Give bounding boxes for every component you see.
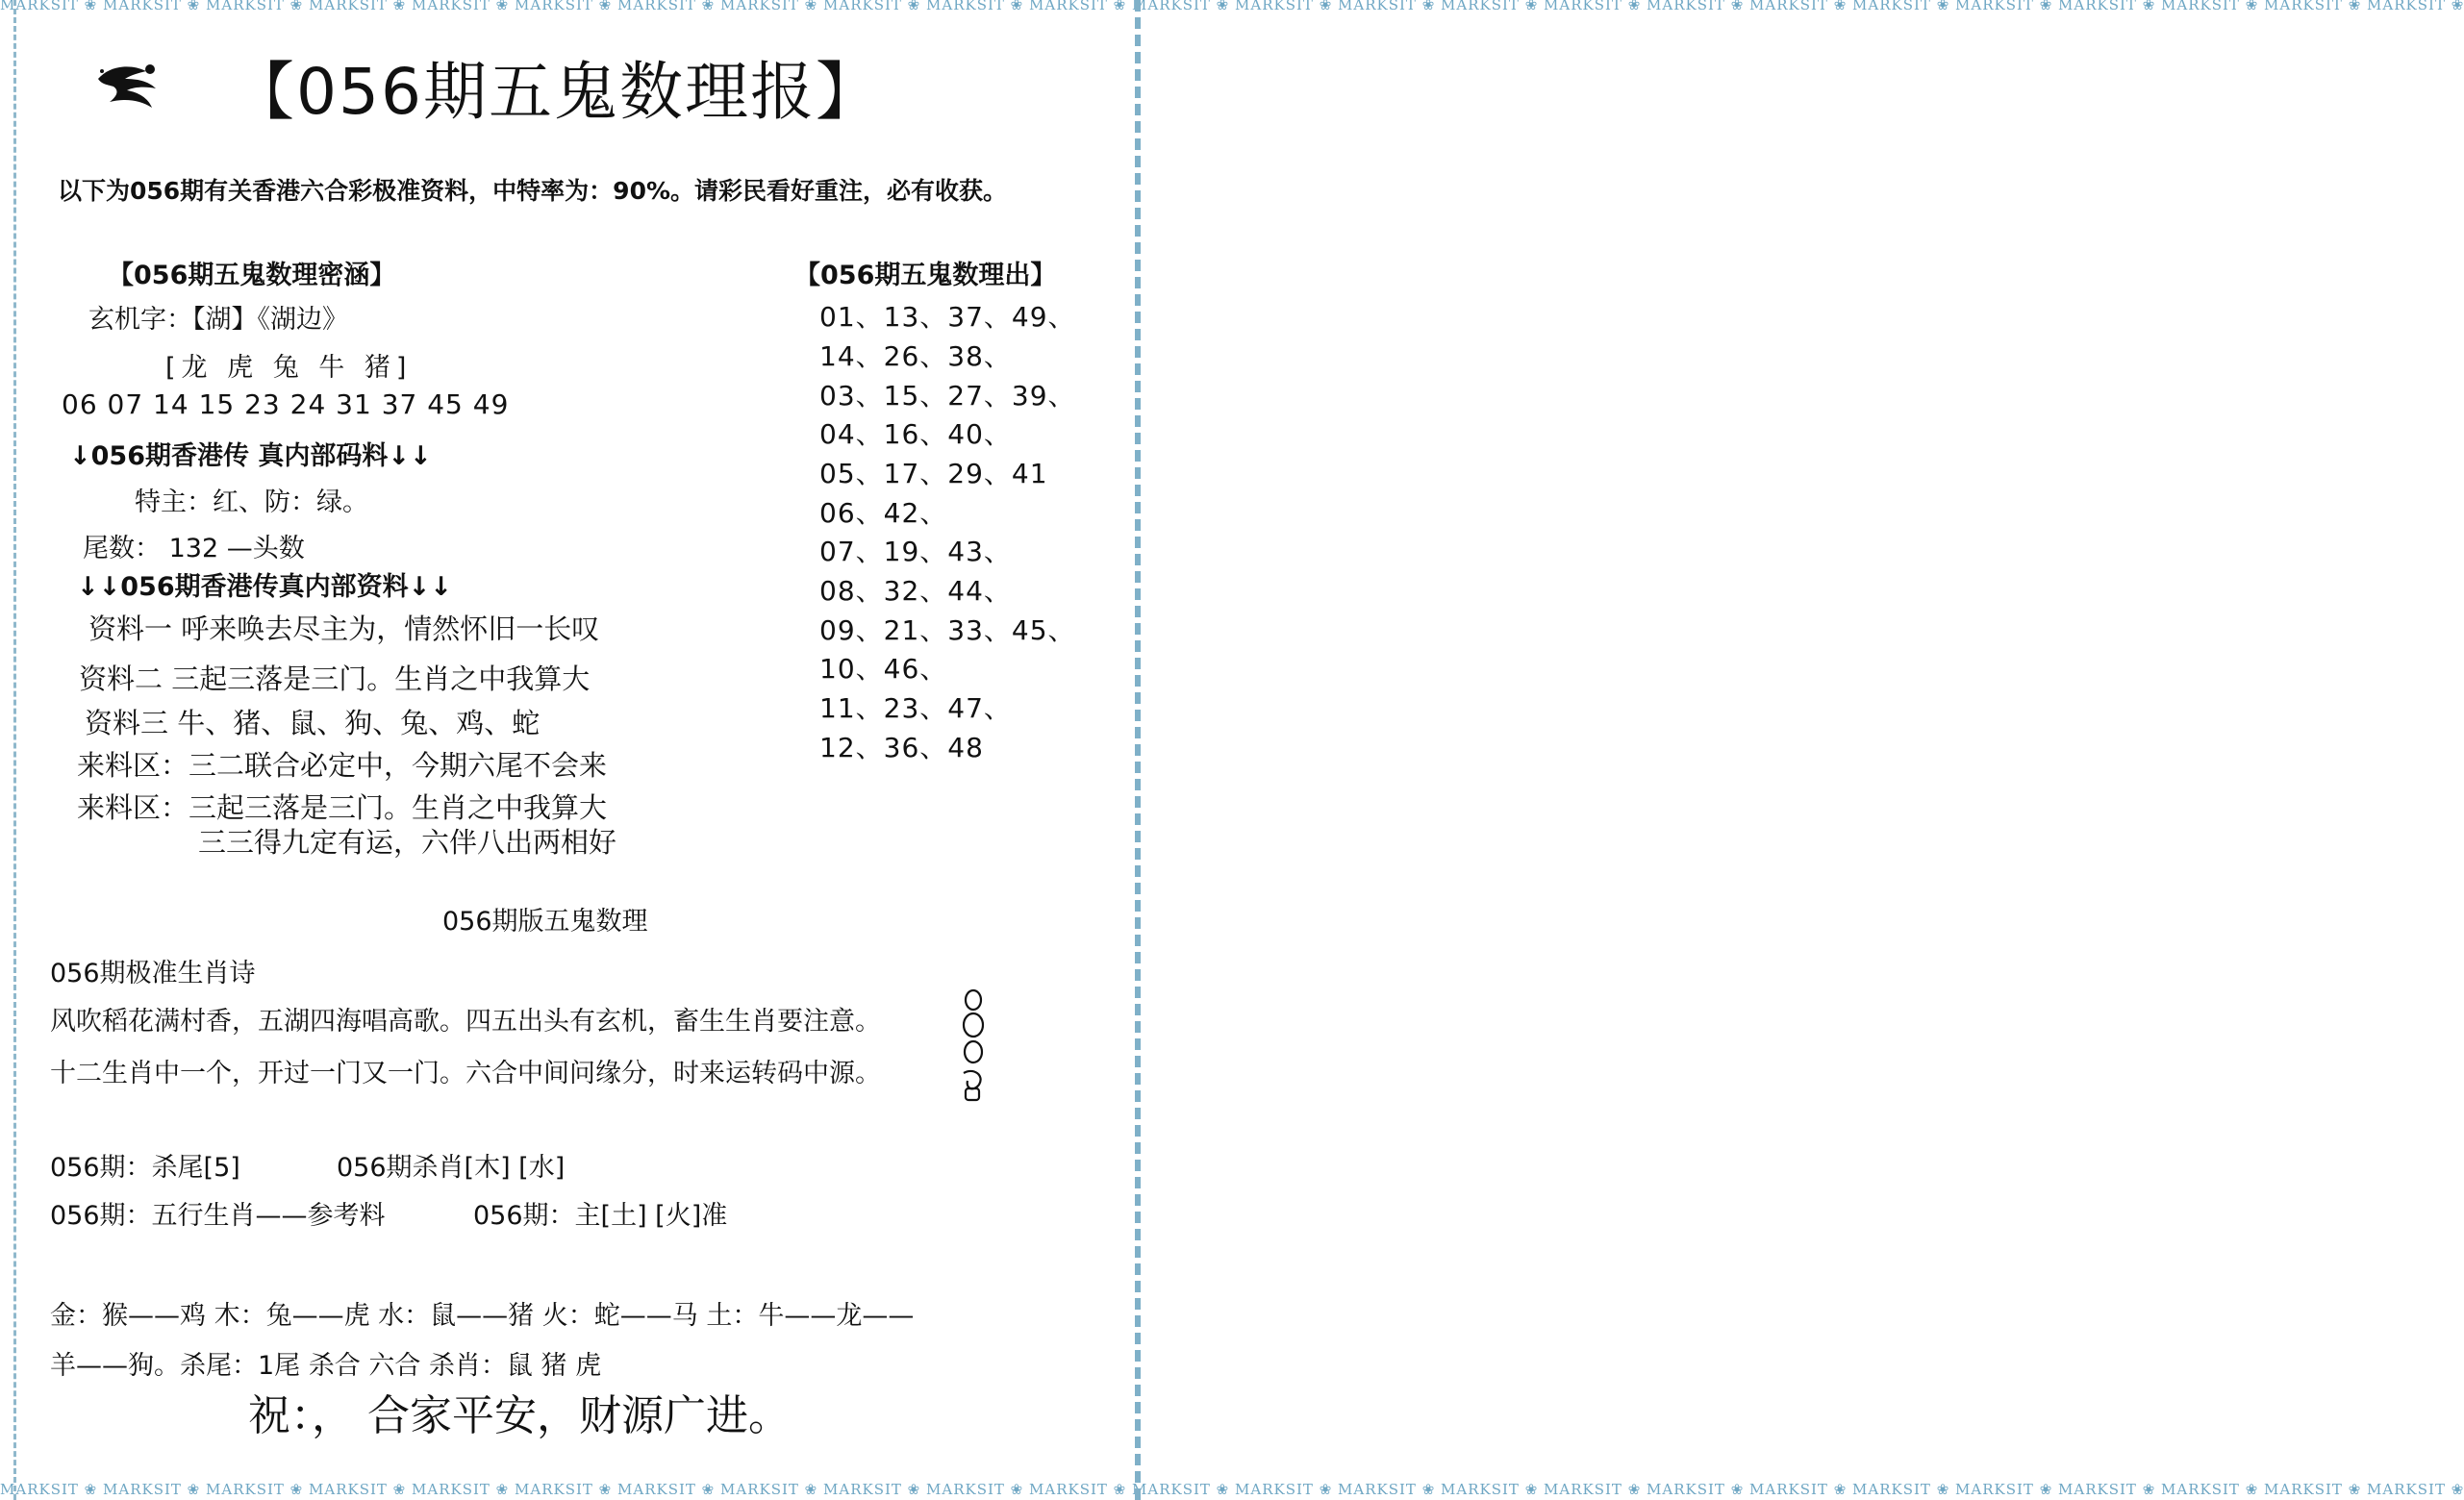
right-section-title: 【056期五鬼数理出】: [794, 261, 1057, 290]
elements-line-1: 金：猴——鸡 木：兔——虎 水：鼠——猪 火：蛇——马 土：牛——龙——: [50, 1301, 915, 1331]
left-border: [0, 0, 16, 1500]
tezhu-text: 特主：红、防：绿。: [135, 488, 368, 517]
number-row: 09、21、33、45、: [819, 614, 1076, 646]
farewell-text: 祝：， 合家平安，财源广进。: [248, 1391, 791, 1440]
decorative-scribble-icon: [960, 981, 994, 1104]
intro-text: 以下为056期有关香港六合彩极准资料，中特率为：90%。请彩民看好重注，必有收获。: [58, 177, 1008, 205]
number-row: 14、26、38、: [819, 340, 1012, 372]
neibu-info-title: ↓↓056期香港传真内部资料↓↓: [77, 572, 452, 602]
lailiao-1: 来料区：三二联合必定中，今期六尾不会来: [77, 749, 608, 782]
wuxing-text: 056期：五行生肖——参考料: [50, 1201, 386, 1231]
number-row: 05、17、29、41: [819, 458, 1048, 489]
ziliao-2: 资料二 三起三落是三门。生肖之中我算大: [79, 662, 591, 695]
top-watermark-border: MARKSIT ❀ MARKSIT ❀ MARKSIT ❀ MARKSIT ❀ MARKSIT ❀ MARKSIT ❀ MARKSIT ❀ MARKSIT ❀ MARKSIT ❀ MARKSIT ❀ MARKSIT ❀ MARKSIT ❀ MARKSIT ❀ MARKSIT ❀ MARKSIT ❀ MARKSIT ❀ MARKSIT ❀ MARKSIT ❀ MARKSIT ❀ MARKSIT ❀ MARKSIT ❀ MARKSIT ❀ MARKSIT ❀ MARKSIT ❀: [0, 0, 2464, 13]
number-row: 06、42、: [819, 497, 948, 529]
lailiao-3: 三三得九定有运，六伴八出两相好: [198, 826, 617, 859]
edition-title: 056期版五鬼数理: [442, 907, 648, 937]
number-row: 10、46、: [819, 653, 948, 685]
number-row: 03、15、27、39、: [819, 380, 1076, 412]
page-title: 【056期五鬼数理报】: [231, 55, 881, 129]
sha-wei-text: 056期：杀尾[5]: [50, 1153, 240, 1183]
bottom-watermark-border: MARKSIT ❀ MARKSIT ❀ MARKSIT ❀ MARKSIT ❀ MARKSIT ❀ MARKSIT ❀ MARKSIT ❀ MARKSIT ❀ MARKSIT ❀ MARKSIT ❀ MARKSIT ❀ MARKSIT ❀ MARKSIT ❀ MARKSIT ❀ MARKSIT ❀ MARKSIT ❀ MARKSIT ❀ MARKSIT ❀ MARKSIT ❀ MARKSIT ❀ MARKSIT ❀ MARKSIT ❀ MARKSIT ❀ MARKSIT ❀: [0, 1481, 2464, 1498]
poem-title: 056期极准生肖诗: [50, 959, 256, 988]
number-row: 11、23、47、: [819, 692, 1012, 724]
elements-line-2: 羊——狗。杀尾：1尾 杀合 六合 杀肖：鼠 猪 虎: [50, 1351, 602, 1381]
number-list: 06 07 14 15 23 24 31 37 45 49: [62, 388, 510, 420]
lailiao-2: 来料区：三起三落是三门。生肖之中我算大: [77, 791, 608, 824]
zhu-text: 056期：主[土] [火]准: [473, 1201, 728, 1231]
poem-line-1: 风吹稻花满村香，五湖四海唱高歌。四五出头有玄机，畜生生肖要注意。: [50, 1007, 881, 1037]
number-row: 08、32、44、: [819, 575, 1012, 607]
sha-xiao-text: 056期杀肖[木] [水]: [337, 1153, 566, 1183]
number-row: 12、36、48: [819, 732, 984, 763]
dragon-logo-icon: [92, 58, 163, 113]
number-row: 04、16、40、: [819, 418, 1012, 450]
weishu-text: 尾数： 132 —头数: [83, 534, 305, 563]
neibu-code-title: ↓056期香港传 真内部码料↓↓: [69, 441, 432, 471]
number-row: 07、19、43、: [819, 536, 1012, 567]
number-row: 01、13、37、49、: [819, 301, 1076, 333]
zodiac-list: [龙 虎 兔 牛 猪]: [165, 353, 413, 383]
left-section-title: 【056期五鬼数理密涵】: [108, 261, 396, 290]
ziliao-3: 资料三 牛、猪、鼠、狗、兔、鸡、蛇: [85, 707, 541, 739]
xuanji-text: 玄机字：【湖】《湖边》: [88, 305, 348, 335]
ziliao-1: 资料一 呼来唤去尽主为，情然怀旧一长叹: [88, 612, 600, 645]
right-border: [1135, 0, 1154, 1500]
poem-line-2: 十二生肖中一个，开过一门又一门。六合中间问缘分，时来运转码中源。: [50, 1059, 881, 1088]
